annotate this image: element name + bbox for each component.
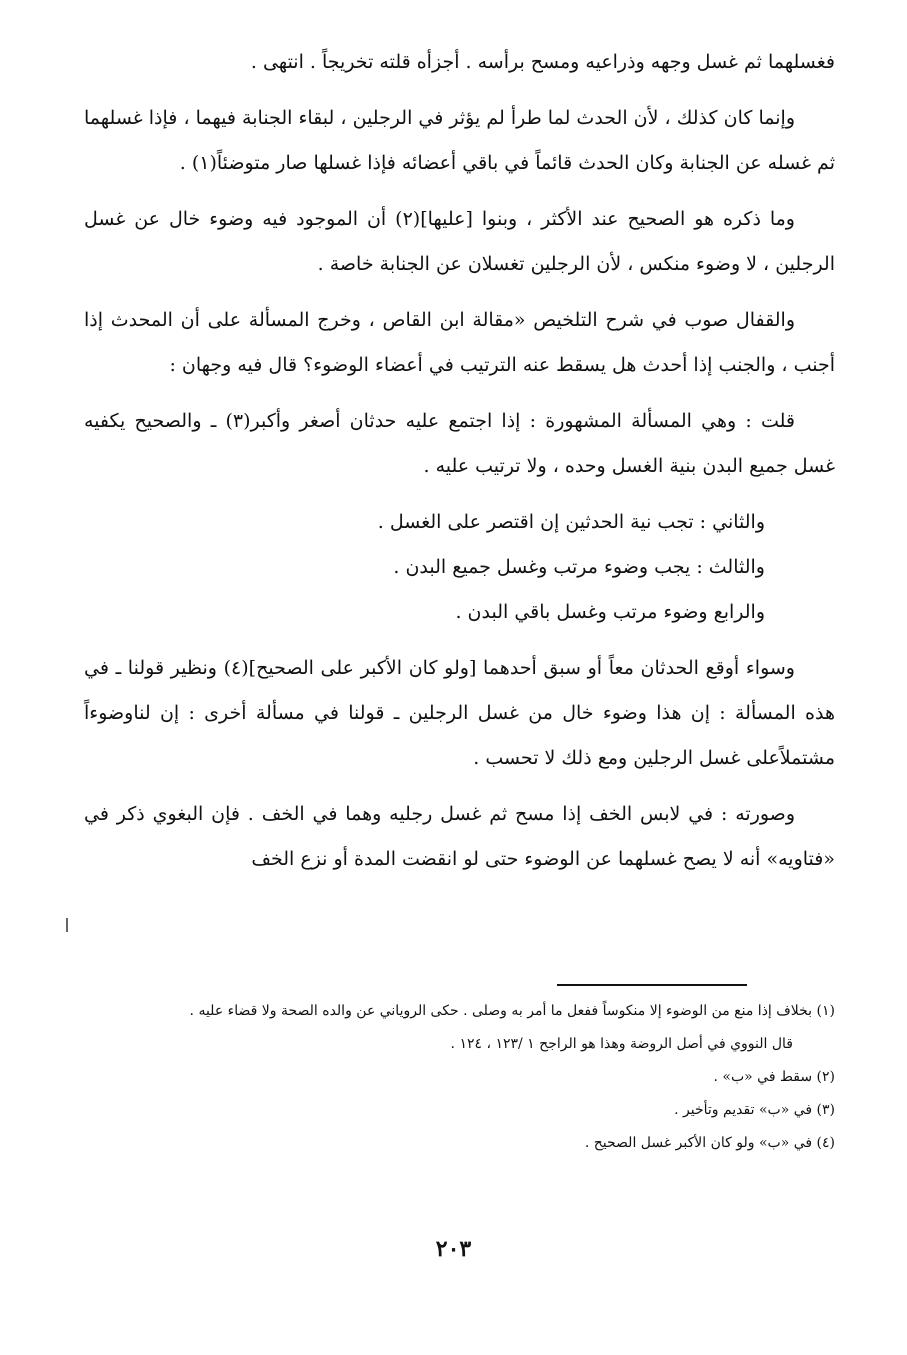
footnotes xyxy=(84,995,835,1160)
footnote: (٣) في «ب» تقديم وتأخير . xyxy=(674,1102,835,1118)
margin-mark xyxy=(66,918,68,932)
paragraph: قلت : وهي المسألة المشهورة : إذا اجتمع عليه حدثان أصغر وأكبر(٣) ـ والصحيح يكفيه غسل جميع البدن بنية الغسل وحده ، ولا ترتيب عليه . xyxy=(84,410,835,477)
list-item: والرابع وضوء مرتب وغسل باقي البدن . xyxy=(455,601,765,623)
paragraph: فغسلهما ثم غسل وجهه وذراعيه ومسح برأسه . أجزأه قلته تخريجاً . انتهى . xyxy=(250,51,835,73)
page-number: ٢٠٣ xyxy=(435,1236,472,1262)
footnote-divider xyxy=(557,984,747,986)
paragraph: وسواء أوقع الحدثان معاً أو سبق أحدهما [ولو كان الأكبر على الصحيح](٤) ونظير قولنا ـ في هذه المسألة : إن هذا وضوء خال من غسل الرجلين ـ قولنا في مسألة أخرى : إن لناوضوءاً مشتملاًعلى غسل الرجلين ومع ذلك لا تحسب . xyxy=(84,657,835,769)
main-text xyxy=(84,40,835,882)
footnote: (٢) سقط في «ب» . xyxy=(713,1069,835,1085)
footnote-continuation: قال النووي في أصل الروضة وهذا هو الراجح ١ /١٢٣ ، ١٢٤ . xyxy=(450,1036,793,1052)
paragraph: وإنما كان كذلك ، لأن الحدث لما طرأ لم يؤثر في الرجلين ، لبقاء الجنابة فيهما ، فإذا غسلهما ثم غسله عن الجنابة وكان الحدث قائماً في باقي أعضائه فإذا غسلها صار متوضئاً(١) . xyxy=(84,107,835,174)
paragraph: وصورته : في لابس الخف إذا مسح ثم غسل رجليه وهما في الخف . فإن البغوي ذكر في «فتاويه» أنه لا يصح غسلهما عن الوضوء حتى لو انقضت المدة أو نزع الخف xyxy=(84,803,835,870)
footnote: (٤) في «ب» ولو كان الأكبر غسل الصحيح . xyxy=(584,1135,835,1151)
paragraph: وما ذكره هو الصحيح عند الأكثر ، وبنوا [عليها](٢) أن الموجود فيه وضوء خال عن غسل الرجلين ، لا وضوء منكس ، لأن الرجلين تغسلان عن الجنابة خاصة . xyxy=(84,208,835,275)
list-item: والثاني : تجب نية الحدثين إن اقتصر على الغسل . xyxy=(377,511,765,533)
paragraph: والقفال صوب في شرح التلخيص «مقالة ابن القاص ، وخرج المسألة على أن المحدث إذا أجنب ، والجنب إذا أحدث هل يسقط عنه الترتيب في أعضاء الوضوء؟ قال فيه وجهان : xyxy=(84,309,835,376)
list-item: والثالث : يجب وضوء مرتب وغسل جميع البدن . xyxy=(393,556,765,578)
footnote: (١) بخلاف إذا منع من الوضوء إلا منكوساً ففعل ما أمر به وصلى . حكى الروياني عن والده الصحة ولا قضاء عليه . xyxy=(189,1003,835,1019)
